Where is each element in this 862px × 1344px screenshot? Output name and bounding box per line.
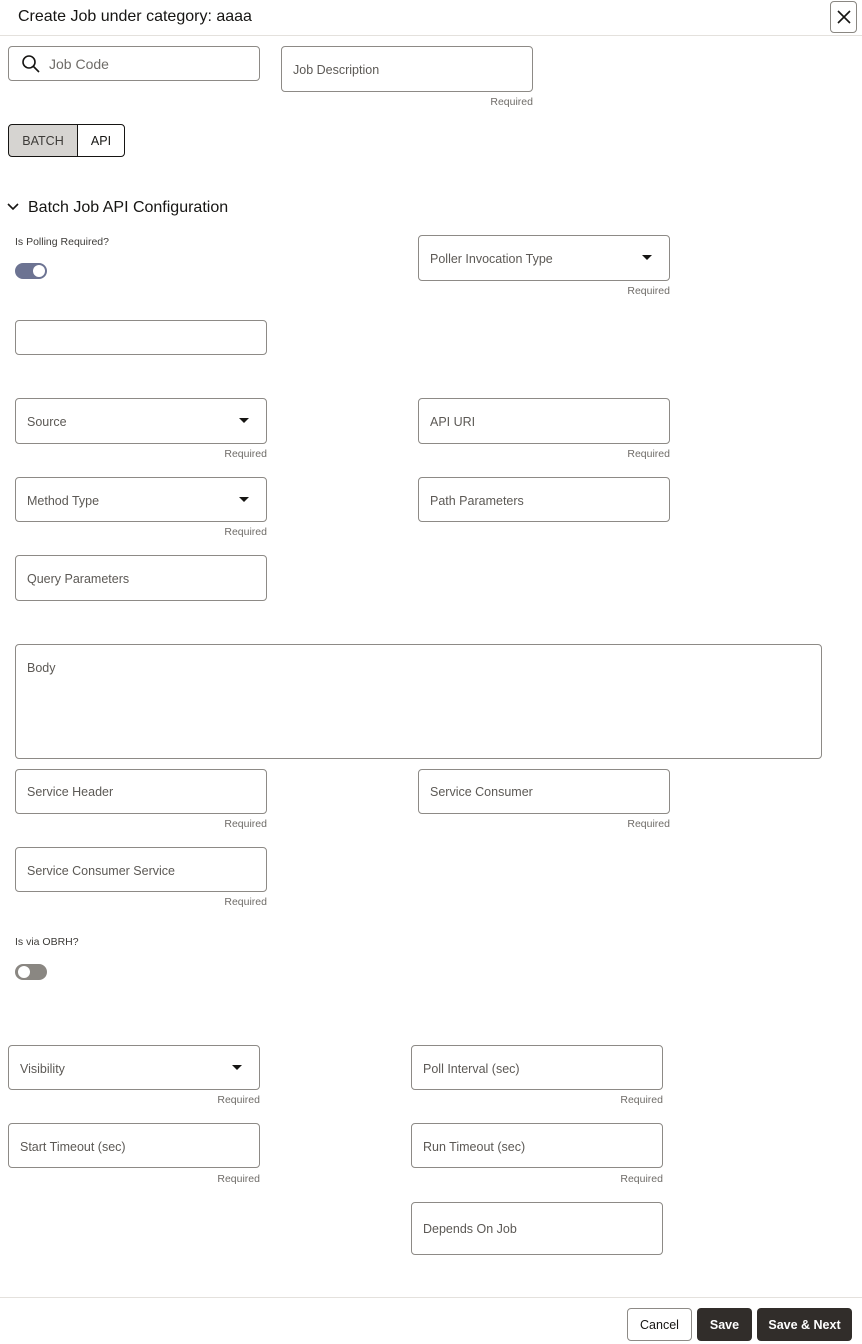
service-consumer-required: Required: [627, 818, 670, 830]
source-select[interactable]: [15, 398, 267, 444]
method-type-required: Required: [224, 526, 267, 538]
batch-toggle-button[interactable]: BATCH: [8, 124, 78, 157]
service-header-field[interactable]: [15, 769, 267, 814]
job-code-placeholder: Job Code: [49, 56, 109, 72]
start-timeout-required: Required: [217, 1173, 260, 1185]
is-polling-toggle[interactable]: [15, 263, 47, 279]
poll-interval-label: Poll Interval (sec): [423, 1062, 520, 1076]
cancel-button[interactable]: Cancel: [627, 1308, 692, 1341]
body-textarea[interactable]: [15, 644, 822, 759]
toggle-knob: [33, 265, 45, 277]
api-uri-field[interactable]: [418, 398, 670, 444]
is-via-obrh-toggle[interactable]: [15, 964, 47, 980]
method-type-select[interactable]: [15, 477, 267, 522]
start-timeout-label: Start Timeout (sec): [20, 1140, 126, 1154]
service-header-label: Service Header: [27, 785, 114, 799]
run-timeout-field[interactable]: [411, 1123, 663, 1168]
service-header-required: Required: [224, 818, 267, 830]
path-parameters-field[interactable]: [418, 477, 670, 522]
section-title: Batch Job API Configuration: [28, 199, 229, 216]
api-uri-required: Required: [627, 448, 670, 460]
save-button[interactable]: Save: [697, 1308, 752, 1341]
run-timeout-label: Run Timeout (sec): [423, 1140, 526, 1154]
chevron-down-icon[interactable]: [7, 202, 19, 212]
visibility-label: Visibility: [20, 1062, 65, 1076]
caret-down-icon: [239, 497, 249, 502]
depends-on-job-label: Depends On Job: [423, 1222, 517, 1236]
service-consumer-service-field[interactable]: [15, 847, 267, 892]
depends-on-job-field[interactable]: [411, 1202, 663, 1255]
job-description-label: Job Description: [293, 63, 380, 77]
footer-divider: [0, 1297, 862, 1298]
poll-interval-required: Required: [620, 1094, 663, 1106]
api-toggle-button[interactable]: API: [77, 124, 125, 157]
toggle-knob: [18, 966, 30, 978]
poll-interval-field[interactable]: [411, 1045, 663, 1090]
api-uri-label: API URI: [430, 415, 476, 429]
is-via-obrh-label: Is via OBRH?: [15, 936, 79, 948]
poller-invocation-type-select[interactable]: [418, 235, 670, 281]
path-parameters-label: Path Parameters: [430, 494, 524, 508]
caret-down-icon: [232, 1065, 242, 1070]
method-type-label: Method Type: [27, 494, 100, 508]
query-parameters-label: Query Parameters: [27, 572, 130, 586]
source-label: Source: [27, 415, 67, 429]
job-description-required: Required: [490, 96, 533, 108]
poller-required: Required: [627, 285, 670, 297]
service-consumer-service-required: Required: [224, 896, 267, 908]
source-required: Required: [224, 448, 267, 460]
job-code-input[interactable]: [8, 46, 260, 81]
is-polling-label: Is Polling Required?: [15, 236, 109, 248]
service-consumer-label: Service Consumer: [430, 785, 533, 799]
start-timeout-field[interactable]: [8, 1123, 260, 1168]
visibility-select[interactable]: [8, 1045, 260, 1090]
service-consumer-field[interactable]: [418, 769, 670, 814]
poller-invocation-type-label: Poller Invocation Type: [430, 252, 553, 266]
save-and-next-button[interactable]: Save & Next: [757, 1308, 852, 1341]
caret-down-icon: [239, 418, 249, 423]
body-label: Body: [27, 661, 56, 675]
job-description-field[interactable]: [281, 46, 533, 92]
header-divider: [0, 35, 862, 36]
visibility-required: Required: [217, 1094, 260, 1106]
dialog-title: Create Job under category: aaaa: [18, 8, 252, 25]
close-button[interactable]: [830, 1, 857, 33]
service-consumer-service-label: Service Consumer Service: [27, 864, 175, 878]
run-timeout-required: Required: [620, 1173, 663, 1185]
query-parameters-field[interactable]: [15, 555, 267, 601]
search-icon: [21, 54, 41, 74]
unlabeled-input[interactable]: [15, 320, 267, 355]
caret-down-icon: [642, 255, 652, 260]
close-icon: [837, 10, 851, 24]
